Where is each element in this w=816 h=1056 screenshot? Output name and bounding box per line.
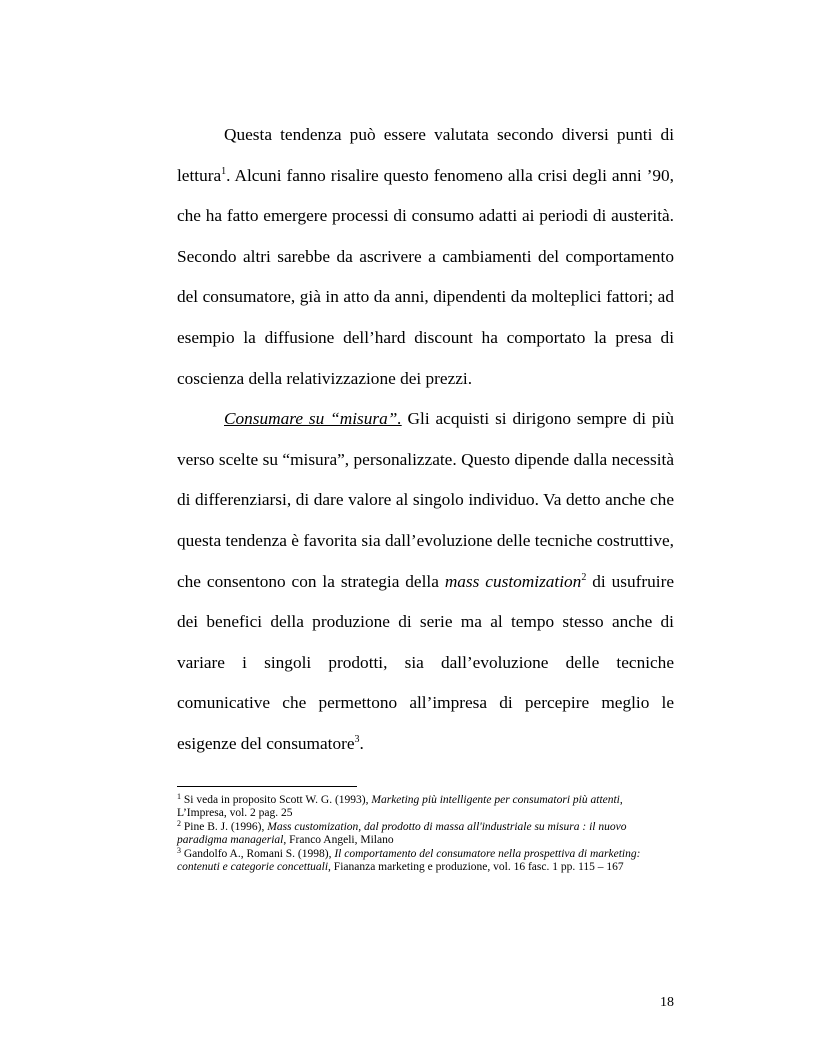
footnote-2-author: Pine B. J. (1996), xyxy=(181,820,268,833)
footnotes xyxy=(177,794,674,874)
footnote-3-publisher: , Fiananza marketing e produzione, vol. 16 fasc. 1 pp. 115 – 167 xyxy=(328,861,624,874)
paragraph-2 xyxy=(177,399,674,764)
footnote-3-author: Gandolfo A., Romani S. (1998), xyxy=(181,847,335,860)
footnote-ref-1: 1 xyxy=(221,165,227,177)
footnote-2-title: Mass customization, dal prodotto di massa all'industriale su misura : il nuovo paradigma managerial xyxy=(177,820,627,847)
footnote-1-title: Marketing più intelligente per consumatori più attenti xyxy=(371,794,620,806)
footnote-3-number: 3 xyxy=(177,845,181,855)
section-heading-consumare-su-misura: Consumare su “misura”. xyxy=(224,409,402,429)
footnote-ref-2: 2 xyxy=(581,571,587,583)
paragraph-2-text-c: . xyxy=(359,733,364,753)
page-number: 18 xyxy=(660,995,674,1010)
paragraph-1-text-a: Questa tendenza può essere valutata secondo diversi punti di lettura xyxy=(177,125,674,185)
body-text xyxy=(177,115,674,765)
paragraph-1-text-b: . Alcuni fanno risalire questo fenomeno alla crisi degli anni ’90, che ha fatto emergere processi di consumo adatti ai periodi di austerità. Secondo altri sarebbe da ascrivere a cambiamenti del comportamento del consumatore, già in atto da anni, dipendenti da molteplici fattori; ad esempio la diffusione dell’hard discount ha comportato la presa di coscienza della relativizzazione dei prezzi. xyxy=(177,165,674,388)
footnote-divider xyxy=(177,786,357,787)
paragraph-1 xyxy=(177,115,674,399)
footnote-1-number: 1 xyxy=(177,792,181,801)
footnote-3-title: Il comportamento del consumatore nella prospettiva di marketing: contenuti e categorie concettuali xyxy=(177,847,641,874)
footnote-1-author: Si veda in proposito Scott W. G. (1993), xyxy=(181,794,372,806)
footnote-2-number: 2 xyxy=(177,818,181,828)
term-mass-customization: mass customization xyxy=(444,571,582,591)
footnote-2 xyxy=(177,818,674,848)
paragraph-2-text-a: Gli acquisti si dirigono sempre di più verso scelte su “misura”, personalizzate. Questo dipende dalla necessità di differenziarsi, di dare valore al singolo individuo. Va detto anche che questa tendenza è favorita sia dall’evoluzione delle tecniche costruttive, che consentono con la strategia della xyxy=(177,409,674,591)
footnote-ref-3: 3 xyxy=(354,733,360,745)
footnote-1 xyxy=(177,794,674,821)
footnote-1-publisher: , L’Impresa, vol. 2 pag. 25 xyxy=(177,794,623,820)
footnote-3 xyxy=(177,845,674,875)
footnote-2-publisher: , Franco Angeli, Milano xyxy=(283,834,394,847)
paragraph-2-text-b: di usufruire dei benefici della produzione di serie ma al tempo stesso anche di variare i singoli prodotti, sia dall’evoluzione delle tecniche comunicative che permettono all’impresa di percepire meglio le esigenze del consumatore xyxy=(177,571,675,753)
